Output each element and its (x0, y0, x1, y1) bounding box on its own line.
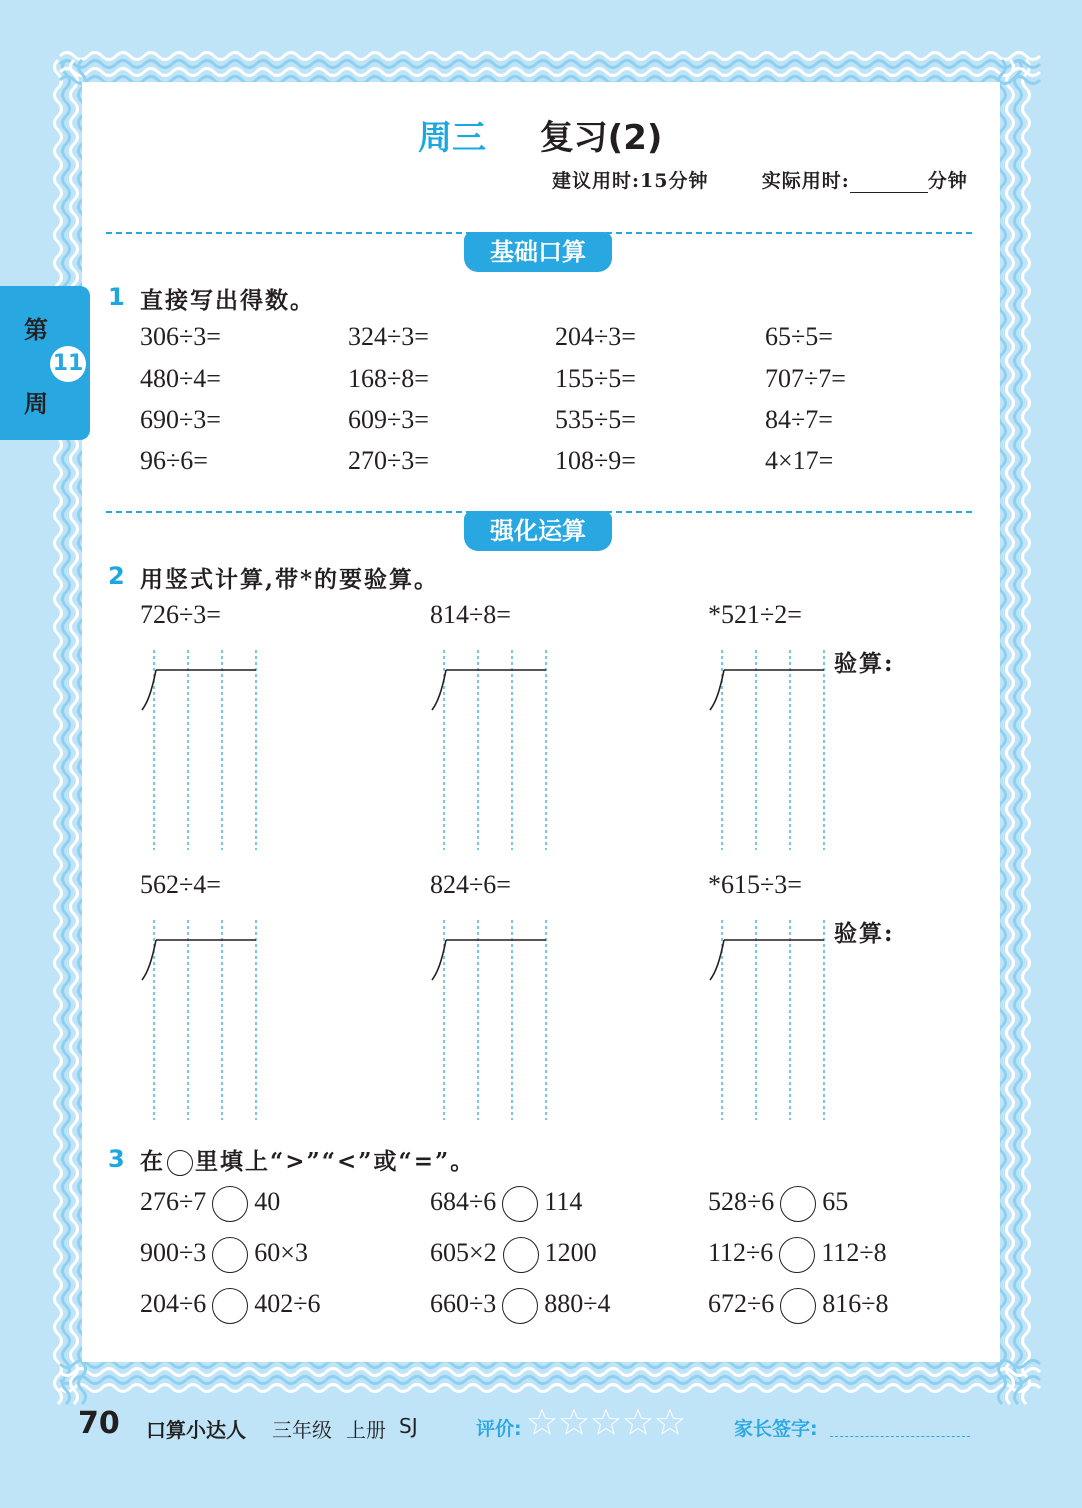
comparison-left: 684÷6 (430, 1186, 497, 1216)
comparison-problem (140, 1288, 321, 1324)
page-title (418, 110, 662, 159)
day-label: 周三 (418, 118, 486, 158)
instruction-part: 在 (140, 1148, 165, 1175)
rating-stars[interactable] (528, 1408, 688, 1440)
star-icon[interactable] (624, 1408, 652, 1436)
mental-math-problem: 707÷7= (765, 364, 846, 393)
volume-label: 上册 (346, 1418, 386, 1442)
actual-time-label: 实际用时: (761, 170, 850, 192)
edition-label: SJ (399, 1414, 418, 1438)
section-tab-basic: 基础口算 (464, 232, 612, 272)
comparison-problem (140, 1237, 308, 1273)
wave-border (63, 60, 70, 1404)
comparison-problem (708, 1288, 889, 1324)
comparison-right: 60×3 (254, 1237, 308, 1267)
mental-math-problem: 65÷5= (765, 322, 833, 351)
answer-circle[interactable] (780, 1186, 816, 1222)
week-number-badge: 11 (50, 346, 86, 382)
check-label: 验算: (834, 920, 895, 947)
mental-math-problem: 155÷5= (555, 364, 636, 393)
answer-circle[interactable] (780, 1288, 816, 1324)
division-work-area[interactable] (706, 650, 836, 850)
instruction-part: 里填上“>”“<”或“=”。 (195, 1148, 476, 1175)
actual-time-unit: 分钟 (927, 170, 968, 192)
division-work-area[interactable] (428, 650, 558, 850)
division-work-area[interactable] (138, 920, 268, 1120)
answer-circle[interactable] (212, 1186, 248, 1222)
actual-time-blank[interactable] (850, 174, 928, 193)
division-problem: 814÷8= (430, 600, 511, 629)
division-bracket (710, 670, 824, 710)
division-bracket (432, 940, 546, 980)
page-number: 70 (78, 1406, 120, 1441)
star-icon[interactable] (560, 1408, 588, 1436)
answer-circle[interactable] (503, 1237, 539, 1273)
comparison-problem (430, 1186, 582, 1222)
wave-border (1015, 60, 1022, 1404)
mental-math-problem: 204÷3= (555, 322, 636, 351)
week-tab-prefix: 第 (24, 316, 48, 344)
mental-math-problem: 84÷7= (765, 405, 833, 434)
wave-border (71, 60, 78, 1404)
mental-math-problem: 480÷4= (140, 364, 221, 393)
comparison-right: 880÷4 (544, 1288, 611, 1318)
mental-math-problem: 609÷3= (348, 405, 429, 434)
mental-math-problem: 108÷9= (555, 446, 636, 475)
rating-label: 评价: (476, 1418, 522, 1440)
comparison-right: 816÷8 (822, 1288, 889, 1318)
division-problem: *521÷2= (708, 600, 802, 629)
question-number: 3 (108, 1145, 125, 1173)
star-icon[interactable] (528, 1408, 556, 1436)
comparison-left: 276÷7 (140, 1186, 207, 1216)
comparison-left: 112÷6 (708, 1237, 774, 1267)
circle-icon (167, 1150, 193, 1176)
wave-border (60, 61, 1040, 68)
division-bracket (432, 670, 546, 710)
mental-math-problem: 324÷3= (348, 322, 429, 351)
suggested-time: 建议用时:15分钟 (552, 170, 709, 192)
answer-circle[interactable] (779, 1237, 815, 1273)
answer-circle[interactable] (212, 1288, 248, 1324)
wave-border (60, 1369, 1040, 1376)
question-number: 1 (108, 283, 125, 311)
time-info (552, 166, 968, 193)
topic-label: 复习(2) (539, 118, 663, 158)
week-tab-suffix: 周 (24, 390, 48, 418)
division-bracket (142, 940, 256, 980)
wave-border (60, 53, 1040, 60)
division-bracket (710, 940, 824, 980)
division-problem: 824÷6= (430, 870, 511, 899)
mental-math-problem: 168÷8= (348, 364, 429, 393)
answer-circle[interactable] (502, 1288, 538, 1324)
answer-circle[interactable] (502, 1186, 538, 1222)
comparison-left: 528÷6 (708, 1186, 775, 1216)
question-number: 2 (108, 562, 125, 590)
comparison-right: 1200 (544, 1237, 597, 1267)
comparison-right: 402÷6 (254, 1288, 321, 1318)
mental-math-problem: 4×17= (765, 446, 834, 475)
mental-math-problem: 96÷6= (140, 446, 208, 475)
mental-math-problem: 270÷3= (348, 446, 429, 475)
comparison-left: 672÷6 (708, 1288, 775, 1318)
comparison-left: 204÷6 (140, 1288, 207, 1318)
wave-border (1023, 60, 1030, 1404)
comparison-right: 112÷8 (821, 1237, 887, 1267)
book-title: 口算小达人 (146, 1418, 246, 1442)
comparison-left: 605×2 (430, 1237, 497, 1267)
comparison-problem (140, 1186, 280, 1222)
mental-math-problem: 535÷5= (555, 405, 636, 434)
signature-label: 家长签字: (734, 1418, 818, 1440)
wave-border (60, 1377, 1040, 1384)
wave-border (55, 60, 62, 1404)
comparison-problem (708, 1186, 848, 1222)
comparison-right: 114 (544, 1186, 583, 1216)
wave-border (60, 69, 1040, 76)
question-instruction (140, 1143, 475, 1176)
question-instruction: 用竖式计算,带*的要验算。 (140, 566, 440, 593)
division-problem: *615÷3= (708, 870, 802, 899)
star-icon[interactable] (592, 1408, 620, 1436)
mental-math-problem: 306÷3= (140, 322, 221, 351)
mental-math-problem: 690÷3= (140, 405, 221, 434)
comparison-problem (430, 1288, 611, 1324)
division-work-area[interactable] (428, 920, 558, 1120)
section-tab-practice: 强化运算 (464, 511, 612, 551)
comparison-left: 900÷3 (140, 1237, 207, 1267)
division-problem: 562÷4= (140, 870, 221, 899)
division-work-area[interactable] (706, 920, 836, 1120)
comparison-problem (430, 1237, 597, 1273)
comparison-right: 40 (254, 1186, 281, 1216)
star-icon[interactable] (656, 1408, 684, 1436)
question-instruction: 直接写出得数。 (140, 287, 315, 314)
division-bracket (142, 670, 256, 710)
comparison-problem (708, 1237, 887, 1273)
comparison-right: 65 (822, 1186, 849, 1216)
grade-label: 三年级 (272, 1418, 332, 1442)
check-label: 验算: (834, 650, 895, 677)
answer-circle[interactable] (212, 1237, 248, 1273)
wave-border (60, 1385, 1040, 1392)
division-problem: 726÷3= (140, 600, 221, 629)
division-work-area[interactable] (138, 650, 268, 850)
wave-border (1007, 60, 1014, 1404)
comparison-left: 660÷3 (430, 1288, 497, 1318)
signature-line[interactable] (830, 1436, 970, 1437)
